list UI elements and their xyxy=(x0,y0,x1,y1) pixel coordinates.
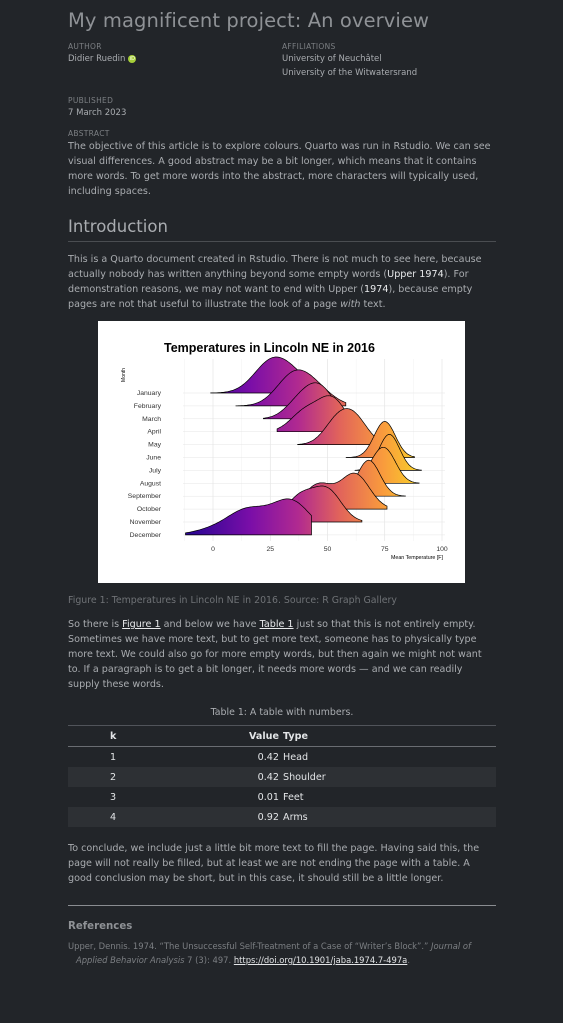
y-tick-label: August xyxy=(139,480,161,488)
cell-value: 0.42 xyxy=(152,747,281,768)
emphasis-text: with xyxy=(340,299,361,310)
chart-title: Temperatures in Lincoln NE in 2016 xyxy=(164,341,375,355)
cell-k: 1 xyxy=(68,747,152,768)
y-axis-label: Month xyxy=(121,368,127,382)
figure-1 xyxy=(98,321,465,583)
text-run: text. xyxy=(360,299,386,310)
text-run: This is a Quarto document created in Rstudio. There is not much to see here, because actually nobody has written anything beyond some empty words ( xyxy=(68,254,482,280)
text-run: 7 (3): 497. xyxy=(184,955,234,965)
table-caption: Table 1: A table with numbers. xyxy=(210,707,354,718)
text-run: and below we have xyxy=(160,619,260,630)
conclusion-paragraph: To conclude, we include just a little bit more text to fill the page. Having said this, the page will not really be filled, but at least we are not ending the page with a table. A good conclusion may be short, but in this case, it should still be a little longer. xyxy=(68,843,480,884)
text-run: ), because empty pages are not that useful to illustrate the look of a page xyxy=(68,284,473,310)
text-run: So there is xyxy=(68,619,123,630)
x-tick-label: 100 xyxy=(436,546,448,553)
table-row xyxy=(68,767,496,787)
table-row xyxy=(68,787,496,807)
orcid-icon[interactable]: iD xyxy=(129,55,135,62)
cell-value: 0.92 xyxy=(152,807,281,827)
y-tick-label: July xyxy=(148,467,161,475)
text-run: Upper, Dennis. 1974. “The Unsuccessful Self-Treatment of a Case of “Writer’s Block”.” xyxy=(68,941,432,951)
affiliation-1: University of Neuchâtel xyxy=(282,54,382,64)
table-row xyxy=(68,807,496,827)
affiliations-label: AFFILIATIONS xyxy=(282,42,336,51)
y-tick-label: October xyxy=(136,506,161,514)
x-tick-label: 50 xyxy=(323,546,332,553)
published-label: PUBLISHED xyxy=(68,96,114,105)
cell-type: Feet xyxy=(281,787,496,807)
column-header-type: Type xyxy=(281,726,496,747)
table-row xyxy=(68,747,496,768)
table-header-row xyxy=(68,726,496,747)
y-tick-label: April xyxy=(147,428,161,436)
ridge-december xyxy=(186,499,312,535)
ridgeline-chart xyxy=(98,321,465,583)
y-tick-label: November xyxy=(129,519,161,526)
data-table xyxy=(68,725,496,827)
citation-link[interactable]: 1974 xyxy=(364,284,389,295)
column-header-k: k xyxy=(68,726,152,747)
author-label: AUTHOR xyxy=(68,42,102,51)
y-tick-label: May xyxy=(148,441,161,449)
cell-k: 3 xyxy=(68,787,152,807)
intro-paragraph xyxy=(68,252,496,312)
column-header-value: Value xyxy=(152,726,281,747)
cell-value: 0.42 xyxy=(152,767,281,787)
page-title: My magnificent project: An overview xyxy=(68,9,430,32)
body-paragraph-2 xyxy=(68,617,496,692)
x-tick-label: 75 xyxy=(380,546,389,553)
x-tick-label: 25 xyxy=(266,546,275,553)
references-heading: References xyxy=(68,921,133,932)
x-tick-labels xyxy=(211,546,448,553)
text-run: just so that this is not entirely empty. Sometimes we have more text, but to get more text, someone has to physically type more text. We could also go for more empty words, but then again we might not want to. If a paragraph is to get a bit longer, it needs more words — and we can readily supply these words. xyxy=(68,619,482,690)
text-run: . xyxy=(407,955,410,965)
cell-type: Head xyxy=(281,747,496,768)
text-run: ). For demonstration reasons, we may not want to end with Upper ( xyxy=(68,269,469,295)
chart-ridges xyxy=(186,357,422,535)
x-tick-label: 0 xyxy=(211,546,215,553)
heading-divider xyxy=(68,241,496,242)
cell-type: Arms xyxy=(281,807,496,827)
abstract-text: The objective of this article is to explore colours. Quarto was run in Rstudio. We can see visual differences. A good abstract may be a bit longer, which means that it contains more words. To get more words into the abstract, more characters will typically used, including spaces. xyxy=(68,141,491,197)
y-tick-label: September xyxy=(127,493,161,501)
journal-title: Journal of Applied Behavior Analysis xyxy=(76,941,471,965)
reference-entry xyxy=(68,939,496,967)
cell-value: 0.01 xyxy=(152,787,281,807)
doi-link[interactable]: https://doi.org/10.1901/jaba.1974.7-497a xyxy=(233,955,408,965)
x-axis-label: Mean Temperature [F] xyxy=(390,555,443,561)
y-tick-label: January xyxy=(136,390,161,397)
y-tick-label: June xyxy=(146,454,161,462)
affiliation-2: University of the Witwatersrand xyxy=(282,68,418,78)
cell-type: Shoulder xyxy=(281,767,496,787)
y-tick-labels xyxy=(128,390,162,539)
author-name-text: Didier Ruedin xyxy=(68,54,126,64)
figure-caption: Figure 1: Temperatures in Lincoln NE in 2016. Source: R Graph Gallery xyxy=(68,595,397,606)
abstract-label: ABSTRACT xyxy=(68,129,110,138)
published-date: 7 March 2023 xyxy=(68,108,127,118)
cell-k: 2 xyxy=(68,767,152,787)
y-tick-label: February xyxy=(133,402,161,410)
table-link[interactable]: Table 1 xyxy=(259,619,294,630)
section-heading-introduction: Introduction xyxy=(68,217,168,236)
y-tick-label: March xyxy=(142,415,161,423)
cell-k: 4 xyxy=(68,807,152,827)
references-divider xyxy=(68,905,496,906)
y-tick-label: December xyxy=(129,531,161,539)
citation-link[interactable]: Upper 1974 xyxy=(387,269,444,280)
author-name xyxy=(68,54,136,64)
figure-link[interactable]: Figure 1 xyxy=(122,619,161,630)
